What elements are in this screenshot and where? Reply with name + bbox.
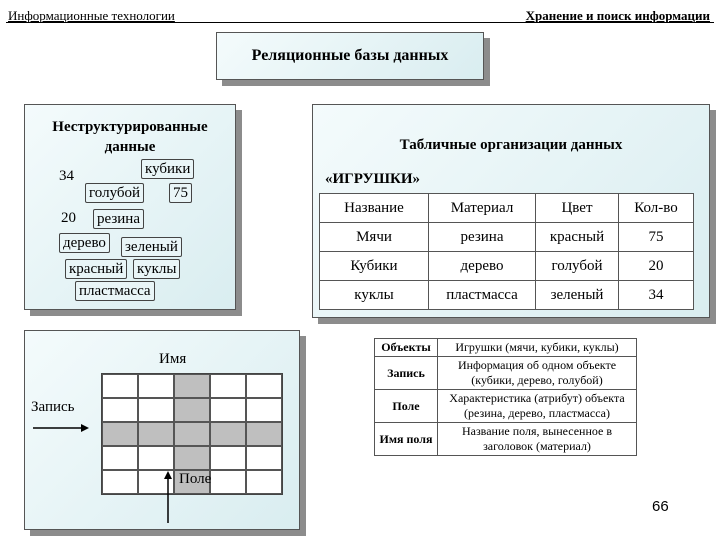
grid-cell-highlighted [174,446,210,470]
definition-text: Информация об одном объекте (кубики, дерево, голубой) [438,357,637,390]
word-item: 34 [59,168,74,184]
table-cell: голубой [536,252,619,281]
grid-cell-highlighted [174,398,210,422]
field-name-label: Имя [159,351,187,367]
grid-cell [210,446,246,470]
table-header-row [320,194,694,223]
header-course-title: Информационные технологии [8,8,175,23]
grid-cell-highlighted [210,422,246,446]
schema-panel [24,330,300,530]
grid-cell [138,446,174,470]
unstructured-title-line1: Неструктурированные [52,119,208,135]
header-divider [6,22,714,23]
grid-cell [246,470,282,494]
toys-table [319,193,694,310]
table-row [320,281,694,310]
definitions-table [374,338,637,456]
unstructured-title [25,117,235,157]
definition-text: Игрушки (мячи, кубики, куклы) [438,339,637,357]
grid-cell [246,398,282,422]
word-item: 20 [61,210,76,226]
record-arrow-icon [33,423,89,433]
definition-row [375,357,637,390]
word-item: голубой [85,183,144,203]
slide-title: Реляционные базы данных [216,32,484,80]
table-cell: 34 [619,281,694,310]
grid-cell [210,470,246,494]
table-cell: 75 [619,223,694,252]
table-cell: куклы [320,281,429,310]
grid-cell [138,374,174,398]
grid-cell-highlighted [174,374,210,398]
grid-cell-highlighted [138,422,174,446]
table-cell: зеленый [536,281,619,310]
table-cell: 20 [619,252,694,281]
definition-row [375,390,637,423]
grid-cell [210,398,246,422]
column-header: Цвет [536,194,619,223]
header-topic-title: Хранение и поиск информации [525,8,710,23]
unstructured-panel [24,104,236,310]
grid-cell-highlighted [102,422,138,446]
column-header: Кол-во [619,194,694,223]
table-cell: Мячи [320,223,429,252]
field-label: Поле [179,471,212,487]
table-name: «ИГРУШКИ» [325,171,421,187]
grid-cell [102,398,138,422]
word-item: 75 [169,183,192,203]
table-cell: резина [429,223,536,252]
definition-text: Характеристика (атрибут) объекта (резина, дерево, пластмасса) [438,390,637,423]
tabular-panel [312,104,710,318]
word-item: пластмасса [75,281,155,301]
grid-cell [102,374,138,398]
table-cell: пластмасса [429,281,536,310]
word-item: зеленый [121,237,182,257]
column-header: Название [320,194,429,223]
field-arrow-icon [163,471,173,523]
definition-term: Запись [375,357,438,390]
record-label: Запись [31,399,75,415]
word-item: куклы [133,259,180,279]
unstructured-title-line2: данные [104,139,156,155]
grid-cell [138,398,174,422]
definition-term: Имя поля [375,423,438,456]
page-number: 66 [652,498,669,515]
definition-row [375,339,637,357]
grid-cell [102,446,138,470]
grid-cell [102,470,138,494]
grid-cell [210,374,246,398]
tabular-title: Табличные организации данных [399,137,623,153]
word-item: кубики [141,159,194,179]
definition-row [375,423,637,456]
definition-text: Название поля, вынесенное в заголовок (материал) [438,423,637,456]
table-cell: дерево [429,252,536,281]
table-cell: красный [536,223,619,252]
table-row [320,223,694,252]
column-header: Материал [429,194,536,223]
grid-cell-highlighted [246,422,282,446]
word-item: дерево [59,233,110,253]
grid-cell [246,446,282,470]
grid-cell [246,374,282,398]
definition-term: Объекты [375,339,438,357]
table-cell: Кубики [320,252,429,281]
table-row [320,252,694,281]
definition-term: Поле [375,390,438,423]
word-item: красный [65,259,127,279]
grid-cell-highlighted [174,422,210,446]
word-item: резина [93,209,144,229]
